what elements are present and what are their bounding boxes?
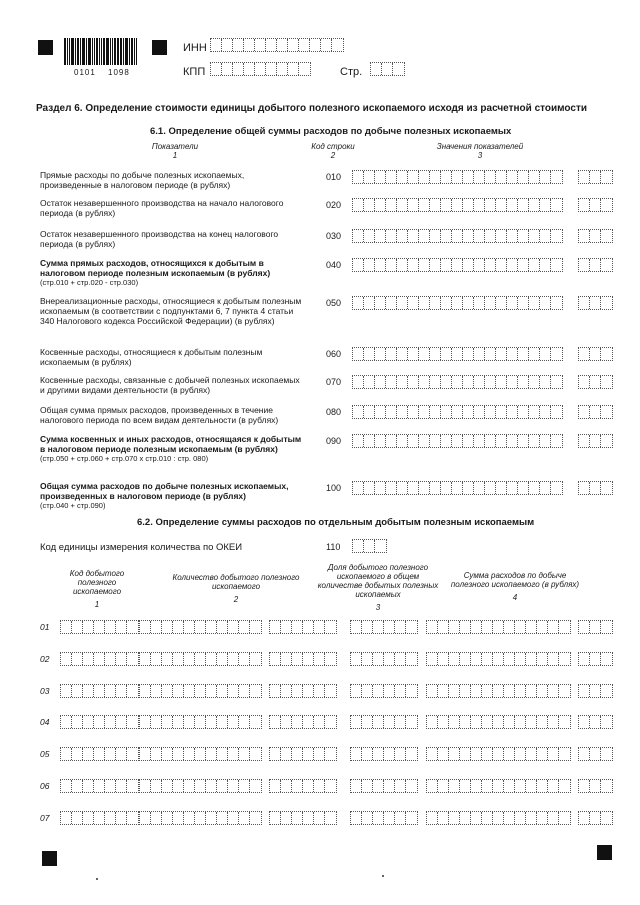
- indicator-row-090: [40, 434, 305, 464]
- col-header-number: 3: [477, 151, 483, 160]
- indicator-formula: (стр.050 + стр.060 + стр.070 x стр.010 : стр. 080): [40, 454, 209, 463]
- part2-title: 6.2. Определение суммы расходов по отдельным добытым полезным ископаемым: [137, 517, 535, 528]
- section-title: Раздел 6. Определение стоимости единицы добытого полезного ископаемого исходя из расчетной стоимости: [36, 103, 588, 114]
- barcode-number-left: 0101: [74, 68, 96, 77]
- value-field-integer[interactable]: [352, 258, 563, 272]
- value-field-integer[interactable]: [352, 296, 563, 310]
- value-field-integer[interactable]: [352, 229, 563, 243]
- corner-marker-bottom-left: [42, 851, 57, 866]
- col-header-label: Показатели: [151, 142, 199, 151]
- col-header-number: 4: [512, 593, 518, 602]
- expense-field-decimal[interactable]: [578, 747, 613, 761]
- part2-col-header-4: [446, 571, 584, 602]
- value-field-decimal[interactable]: [578, 170, 613, 184]
- expense-field-decimal[interactable]: [578, 620, 613, 634]
- kpp-field[interactable]: [210, 62, 311, 76]
- col-header-number: 2: [330, 151, 336, 160]
- value-field-integer[interactable]: [352, 198, 563, 212]
- part2-col-header-2: [168, 573, 304, 604]
- indicator-text: Остаток незавершенного производства на начало налогового периода (в рублях): [40, 198, 284, 218]
- col-header-number: 1: [172, 151, 178, 160]
- expense-field-integer[interactable]: [426, 620, 571, 634]
- mineral-code-field[interactable]: [60, 811, 139, 825]
- line-code: 050: [326, 298, 342, 308]
- quantity-field-decimal[interactable]: [269, 652, 337, 666]
- share-field[interactable]: [350, 620, 418, 634]
- expense-field-decimal[interactable]: [578, 715, 613, 729]
- indicator-text: Внереализационные расходы, относящиеся к добытым полезным ископаемым (в соответствии с подпунктами 6, 7 пункта 4 статьи 340 Налогового кодекса Российской Федерации) (в рублях): [40, 296, 302, 326]
- indicator-text: Косвенные расходы, связанные с добычей полезных ископаемых и другими видами деятельности (в рублях): [40, 375, 300, 395]
- indicator-formula: (стр.040 + стр.090): [40, 501, 106, 510]
- share-field[interactable]: [350, 715, 418, 729]
- share-field[interactable]: [350, 652, 418, 666]
- col-header-label: Количество добытого полезного ископаемого: [172, 573, 300, 591]
- expense-field-decimal[interactable]: [578, 779, 613, 793]
- value-field-integer[interactable]: [352, 481, 563, 495]
- share-field[interactable]: [350, 747, 418, 761]
- part2-col-header-1: [62, 569, 132, 609]
- quantity-field-integer[interactable]: [139, 715, 262, 729]
- quantity-field-integer[interactable]: [139, 620, 262, 634]
- quantity-field-integer[interactable]: [139, 747, 262, 761]
- line-code: 070: [326, 377, 342, 387]
- corner-marker-top-right: [152, 40, 167, 55]
- inn-field[interactable]: [210, 38, 344, 52]
- mineral-row-number: 02: [40, 654, 50, 664]
- quantity-field-decimal[interactable]: [269, 747, 337, 761]
- mineral-code-field[interactable]: [60, 779, 139, 793]
- mineral-row-number: 03: [40, 686, 50, 696]
- col-header-label: Код строки: [311, 142, 355, 151]
- expense-field-decimal[interactable]: [578, 652, 613, 666]
- col-header-number: 1: [94, 600, 100, 609]
- line-code: 030: [326, 231, 342, 241]
- mineral-row-number: 07: [40, 813, 50, 823]
- part1-col-header-2: [298, 142, 368, 160]
- indicator-text: Общая сумма прямых расходов, произведенных в течение налогового периода по всем видам деятельности (в рублях): [40, 405, 279, 425]
- indicator-row-080: [40, 405, 305, 425]
- line-code: 020: [326, 200, 342, 210]
- value-field-integer[interactable]: [352, 347, 563, 361]
- corner-marker-bottom-right: [597, 845, 612, 860]
- col-header-label: Значения показателей: [436, 142, 524, 151]
- indicator-row-070: [40, 375, 305, 395]
- value-field-decimal[interactable]: [578, 296, 613, 310]
- share-field[interactable]: [350, 811, 418, 825]
- quantity-field-decimal[interactable]: [269, 811, 337, 825]
- indicator-row-040: [40, 258, 305, 288]
- value-field-integer[interactable]: [352, 375, 563, 389]
- indicator-row-100: [40, 481, 305, 511]
- value-field-decimal[interactable]: [578, 405, 613, 419]
- part2-col-header-3: [314, 563, 442, 612]
- indicator-text: Прямые расходы по добыче полезных ископаемых, произведенные в налоговом периоде (в рублях): [40, 170, 245, 190]
- line-code: 010: [326, 172, 342, 182]
- col-header-label: Доля добытого полезного ископаемого в общем количестве добытых полезных ископаемых: [317, 563, 439, 599]
- value-field-integer[interactable]: [352, 170, 563, 184]
- indicator-row-030: [40, 229, 305, 249]
- scan-speck: [96, 878, 98, 880]
- barcode-number-right: 1098: [108, 68, 130, 77]
- mineral-row-number: 01: [40, 622, 50, 632]
- mineral-row-number: 04: [40, 717, 50, 727]
- share-field[interactable]: [350, 684, 418, 698]
- expense-field-decimal[interactable]: [578, 811, 613, 825]
- quantity-field-decimal[interactable]: [269, 715, 337, 729]
- value-field-decimal[interactable]: [578, 198, 613, 212]
- okei-label: Код единицы измерения количества по ОКЕИ: [40, 542, 243, 553]
- okei-code: 110: [326, 542, 341, 552]
- expense-field-integer[interactable]: [426, 779, 571, 793]
- line-code: 060: [326, 349, 342, 359]
- indicator-row-020: [40, 198, 305, 218]
- col-header-label: Код добытого полезного ископаемого: [69, 569, 125, 596]
- value-field-decimal[interactable]: [578, 229, 613, 243]
- mineral-code-field[interactable]: [60, 684, 139, 698]
- indicator-row-060: [40, 347, 305, 367]
- mineral-row-number: 05: [40, 749, 50, 759]
- mineral-row-number: 06: [40, 781, 50, 791]
- col-header-number: 2: [233, 595, 239, 604]
- indicator-text: Сумма прямых расходов, относящихся к добытым в налоговом периоде полезным ископаемым (в рублях): [40, 258, 271, 278]
- value-field-decimal[interactable]: [578, 481, 613, 495]
- value-field-integer[interactable]: [352, 405, 563, 419]
- quantity-field-integer[interactable]: [139, 652, 262, 666]
- page-label: Стр.: [340, 66, 363, 78]
- quantity-field-integer[interactable]: [139, 684, 262, 698]
- value-field-integer[interactable]: [352, 434, 563, 448]
- corner-marker-top-left: [38, 40, 53, 55]
- value-field-decimal[interactable]: [578, 347, 613, 361]
- inn-label: ИНН: [183, 42, 207, 54]
- page-number-field[interactable]: [370, 62, 405, 76]
- mineral-code-field[interactable]: [60, 747, 139, 761]
- expense-field-integer[interactable]: [426, 811, 571, 825]
- line-code: 040: [326, 260, 342, 270]
- indicator-text: Сумма косвенных и иных расходов, относящаяся к добытым в налоговом периоде полезным ископаемым (в рублях): [40, 434, 302, 454]
- quantity-field-decimal[interactable]: [269, 779, 337, 793]
- mineral-code-field[interactable]: [60, 652, 139, 666]
- indicator-row-050: [40, 296, 305, 326]
- value-field-decimal[interactable]: [578, 258, 613, 272]
- indicator-text: Косвенные расходы, относящиеся к добытым полезным ископаемым (в рублях): [40, 347, 263, 367]
- expense-field-integer[interactable]: [426, 652, 571, 666]
- line-code: 080: [326, 407, 342, 417]
- quantity-field-integer[interactable]: [139, 811, 262, 825]
- col-header-label: Сумма расходов по добыче полезного ископаемого (в рублях): [450, 571, 580, 589]
- value-field-decimal[interactable]: [578, 375, 613, 389]
- line-code: 100: [326, 483, 342, 493]
- mineral-code-field[interactable]: [60, 715, 139, 729]
- mineral-code-field[interactable]: [60, 620, 139, 634]
- indicator-row-010: [40, 170, 305, 190]
- quantity-field-decimal[interactable]: [269, 684, 337, 698]
- indicator-text: Остаток незавершенного производства на конец налогового периода (в рублях): [40, 229, 279, 249]
- okei-field[interactable]: [352, 539, 387, 553]
- line-code: 090: [326, 436, 342, 446]
- quantity-field-integer[interactable]: [139, 779, 262, 793]
- kpp-label: КПП: [183, 66, 206, 78]
- indicator-text: Общая сумма расходов по добыче полезных ископаемых, произведенных в налоговом периоде (в рублях): [40, 481, 289, 501]
- expense-field-integer[interactable]: [426, 684, 571, 698]
- expense-field-integer[interactable]: [426, 715, 571, 729]
- part1-col-header-1: [120, 142, 230, 160]
- expense-field-decimal[interactable]: [578, 684, 613, 698]
- part1-col-header-3: [420, 142, 540, 160]
- quantity-field-decimal[interactable]: [269, 620, 337, 634]
- expense-field-integer[interactable]: [426, 747, 571, 761]
- barcode: [64, 38, 138, 65]
- indicator-formula: (стр.010 + стр.020 - стр.030): [40, 278, 139, 287]
- scan-speck: [382, 875, 384, 877]
- col-header-number: 3: [375, 603, 381, 612]
- part1-title: 6.1. Определение общей суммы расходов по добыче полезных ископаемых: [150, 126, 512, 137]
- share-field[interactable]: [350, 779, 418, 793]
- value-field-decimal[interactable]: [578, 434, 613, 448]
